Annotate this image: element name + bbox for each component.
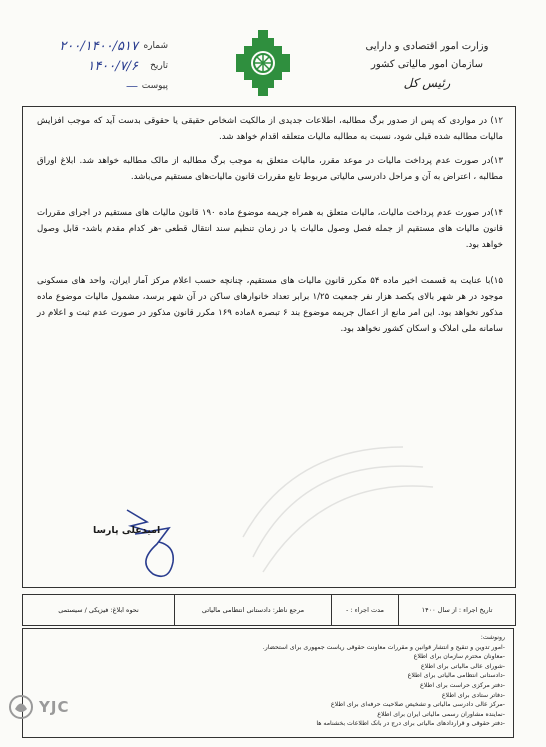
- number-value: ۲۰۰/۱۴۰۰/۵۱۷: [59, 38, 138, 54]
- yjc-emblem-icon: [8, 694, 34, 720]
- paragraph-15: ۱۵)با عنایت به قسمت اخیر ماده ۵۴ مکرر قانون مالیات های مستقیم، چنانچه حسب اعلام مرکز آمار ایران، واحد های مسکونی موجود در هر شهر بالای یکصد هزار نفر جمعیت ۱/۲۵ برابر تعداد خانوارهای ساکن در آن شهر برسد، مشمول مالیات موضوع ماده مذکور نخواهد بود. این امر مانع از اعمال جریمه موضوع بند ۶ تبصره ۸ماده ۱۶۹ مکرر قانون مذکور در صورت عدم ثبت و اعلام در سامانه ملی املاک و اسکان کشور نخواهد بود.: [37, 276, 503, 334]
- number-row: [18, 36, 168, 56]
- recipient-line: -دادستانی انتظامی مالیاتی برای اطلاع: [407, 672, 505, 680]
- letter-issuer: [352, 38, 502, 92]
- paragraph-14: ۱۴)در صورت عدم پرداخت مالیات، مالیات متعلق به همراه جریمه موضوع ماده ۱۹۰ قانون مالیات های مستقیم در اجرای مقررات قانون مالیات های مستقیم از جمله فصل وصول مالیات یا در زمان تنظیم سند انتقال قطعی -هر کدام مقدم باشد- قابل وصول خواهد بود.: [37, 208, 503, 250]
- paragraph-13: ۱۳)در صورت عدم پرداخت مالیات در موعد مقرر، مالیات متعلق به موجب برگ مطالبه از مالک مطالبه خواهد شد. ابلاغ اوراق مطالبه ، اعتراض به آن و مراحل دادرسی مالیاتی مربوط تابع مقررات قانون مالیات‌های مستقیم می‌باشد.: [37, 156, 503, 182]
- ministry-name: وزارت امور اقتصادی و دارایی: [365, 41, 489, 52]
- recipient-line: -دفتر مرکزی حراست برای اطلاع: [420, 681, 505, 689]
- date-row: [18, 56, 168, 76]
- reference-cell: مرجع ناظر: دادستانی انتظامی مالیاتی: [174, 595, 331, 625]
- recipient-line: -امور تدوین و تنقیح و انتشار قوانین و مقررات معاونت حقوقی ریاست جمهوری برای استحضار.: [262, 643, 505, 651]
- recipient-line: -دفتر حقوقی و قراردادهای مالیاتی برای درج در بانک اطلاعات بخشنامه ها: [316, 720, 505, 728]
- date-value: ۱۴۰۰/۷/۶: [87, 58, 138, 74]
- tax-organization-emblem-icon: [232, 30, 294, 96]
- recipient-line: -مرکز عالی دادرسی مالیاتی و تشخیص صلاحیت حرفه‌ای برای اطلاع: [330, 701, 505, 709]
- attachment-row: پیوست —: [126, 79, 168, 93]
- signature-scrawl-icon: [117, 502, 192, 582]
- letter-meta: [18, 36, 168, 96]
- recipient-line: -دفاتر ستادی برای اطلاع: [441, 691, 505, 699]
- recipient-line: -شورای عالی مالیاتی برای اطلاع: [420, 662, 505, 670]
- recipient-line: -نماینده مشاوران رسمی مالیاتی ایران برای اطلاع: [377, 710, 505, 718]
- signatory-name: امیدعلی پارسا: [93, 525, 161, 536]
- addressee-title: رئیس کل: [403, 76, 451, 90]
- recipient-line: رونوشت:: [480, 634, 505, 641]
- attachment-label: پیوست: [141, 81, 168, 91]
- validity-cell: مدت اجراء : -: [331, 595, 398, 625]
- recipients-list: [22, 628, 514, 738]
- effective-date-cell: تاریخ اجراء : از سال ۱۴۰۰: [398, 595, 515, 625]
- execution-info-table: [22, 594, 516, 626]
- paragraph-12: ۱۲) در مواردی که پس از صدور برگ مطالبه، اطلاعات جدیدی از مالکیت اشخاص حقیقی یا حقوقی بدست آید که موجب افزایش مالیات مطالبه شده قبلی شود، نسبت به مطالبه مالیات متعلقه اقدام خواهد شد.: [37, 116, 503, 142]
- number-label: شماره: [143, 41, 168, 51]
- watermark-seal-icon: [233, 437, 443, 587]
- organization-name: سازمان امور مالیاتی کشور: [371, 59, 483, 70]
- letter-body: [22, 106, 516, 588]
- yjc-logo: [8, 694, 69, 720]
- yjc-logo-text: YJC: [39, 698, 70, 716]
- notice-method-cell: نحوه ابلاغ: فیزیکی / سیستمی: [58, 606, 139, 614]
- date-label: تاریخ: [150, 61, 168, 71]
- recipient-line: -معاونان محترم سازمان برای اطلاع: [413, 653, 505, 661]
